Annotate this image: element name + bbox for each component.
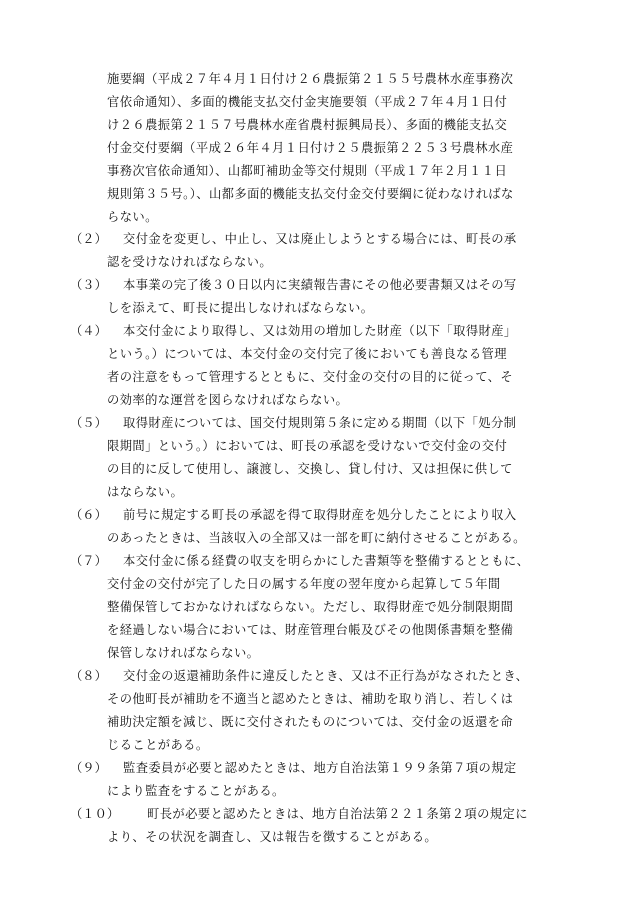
item-number: （５）	[70, 416, 107, 430]
item-line: より、その状況を調査し、又は報告を徴することがある。	[107, 830, 438, 844]
item-line: 本事業の完了後３０日以内に実績報告書にその他必要書類又はその写	[123, 278, 517, 292]
item-line: 者の注意をもって管理するとともに、交付金の交付の目的に従って、そ	[107, 370, 514, 384]
item-5	[70, 412, 590, 504]
item-8	[70, 665, 590, 757]
item-body	[107, 412, 590, 504]
item-body	[107, 550, 590, 665]
item-body	[107, 803, 590, 849]
item-body	[107, 274, 590, 320]
item-body	[107, 320, 590, 412]
item-number: （６）	[70, 508, 107, 522]
intro-line: らない。	[107, 210, 158, 224]
item-line: 本交付金に係る経費の収支を明らかにした書類等を整備するとともに、	[123, 554, 530, 568]
item-line: を経過しない場合においては、財産管理台帳及びその他関係書類を整備	[107, 623, 514, 637]
item-number: （１０）	[70, 807, 120, 821]
item-body	[107, 757, 590, 803]
item-10	[70, 803, 590, 849]
item-line: 保管しなければならない。	[107, 646, 260, 660]
intro-line: 付金交付要綱（平成２６年４月１日付け２５農振第２２５３号農林水産	[107, 141, 514, 155]
item-number: （７）	[70, 554, 107, 568]
item-number: （８）	[70, 669, 107, 683]
item-line: 整備保管しておかなければならない。ただし、取得財産で処分制限期間	[107, 600, 514, 614]
item-line: 前号に規定する町長の承認を得て取得財産を処分したことにより収入	[123, 508, 517, 522]
item-line: はならない。	[107, 485, 184, 499]
intro-paragraph	[107, 68, 583, 229]
item-4	[70, 320, 590, 412]
item-line: 交付金を変更し、中止し、又は廃止しようとする場合には、町長の承	[123, 232, 517, 246]
item-line: 交付金の返還補助条件に違反したとき、又は不正行為がなされたとき、	[123, 669, 529, 683]
intro-line: 施要綱（平成２７年４月１日付け２６農振第２１５５号農林水産事務次	[107, 72, 514, 86]
item-number: （４）	[70, 324, 107, 338]
item-line: 取得財産については、国交付規則第５条に定める期間（以下「処分制	[123, 416, 517, 430]
item-line: 認を受けなければならない。	[107, 255, 273, 269]
item-number: （２）	[70, 232, 107, 246]
item-3	[70, 274, 590, 320]
intro-line: 規則第３５号。）、山都多面的機能支払交付金交付要綱に従わなければな	[107, 187, 514, 201]
item-body	[107, 665, 590, 757]
item-6	[70, 504, 590, 550]
item-line: という。）については、本交付金の交付完了後においても善良なる管理	[107, 347, 507, 361]
item-line: 監査委員が必要と認めたときは、地方自治法第１９９条第７項の規定	[123, 761, 517, 775]
item-body	[107, 228, 590, 274]
intro-line: 官依命通知）、多面的機能支払交付金実施要領（平成２７年４月１日付	[107, 95, 508, 109]
intro-line: 事務次官依命通知）、山都町補助金等交付規則（平成１７年２月１１日	[107, 164, 508, 178]
item-number: （３）	[70, 278, 107, 292]
item-line: 町長が必要と認めたときは、地方自治法第２２１条第２項の規定に	[147, 807, 528, 821]
item-number: （９）	[70, 761, 107, 775]
item-line: により監査をすることがある。	[107, 784, 285, 798]
item-line: その他町長が補助を不適当と認めたときは、補助を取り消し、若しくは	[107, 692, 514, 706]
item-2	[70, 228, 590, 274]
item-line: 補助決定額を減じ、既に交付されたものについては、交付金の返還を命	[107, 715, 514, 729]
intro-line: け２６農振第２１５７号農林水産省農村振興局長）、多面的機能支払交	[107, 118, 508, 132]
item-9	[70, 757, 590, 803]
item-7	[70, 550, 590, 665]
item-line: じることがある。	[107, 738, 209, 752]
item-line: 本交付金により取得し、又は効用の増加した財産（以下「取得財産」	[123, 324, 517, 338]
item-line: のあったときは、当該収入の全部又は一部を町に納付させることがある。	[107, 531, 526, 545]
item-line: の効率的な運営を図らなければならない。	[107, 393, 349, 407]
item-line: 限期間」という。）においては、町長の承認を受けないで交付金の交付	[107, 439, 508, 453]
item-line: しを添えて、町長に提出しなければならない。	[107, 301, 374, 315]
item-body	[107, 504, 590, 550]
numbered-items	[70, 228, 590, 849]
item-line: の目的に反して使用し、譲渡し、交換し、貸し付け、又は担保に供して	[107, 462, 513, 476]
item-line: 交付金の交付が完了した日の属する年度の翌年度から起算して５年間	[107, 577, 501, 591]
